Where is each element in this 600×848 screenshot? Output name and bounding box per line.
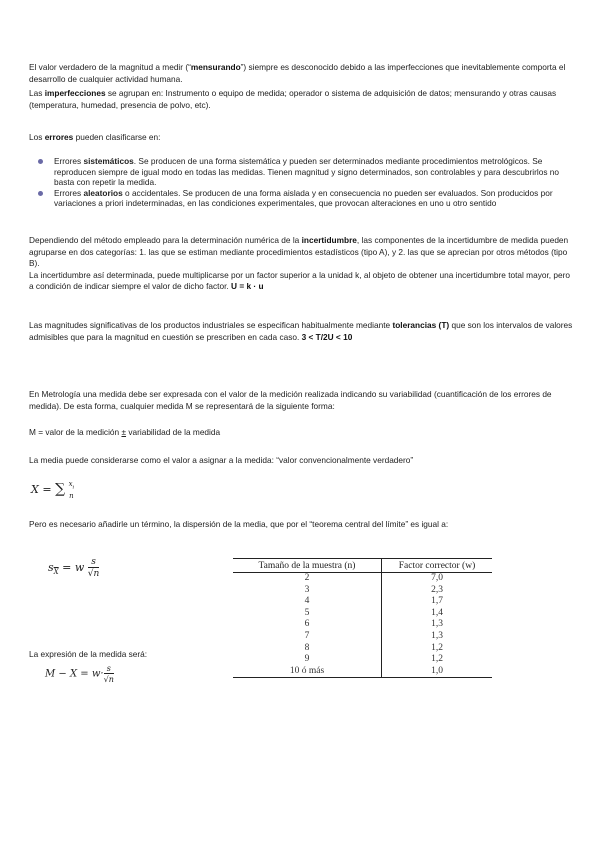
text: o accidentales. Se producen de una forma aislada y en consecuencia no pueden ser evaluados. Son producidos por variaciones a priori indeterminadas, en las condiciones experimentales, que provocan alteraciones en uno u otro sentido [54,187,553,208]
text: . Se producen de una forma sistemática y pueden ser determinados mediante procedimientos metrológicos. Se reproducen siempre de igual modo en todas las medidas. Tienen magnitud y signo determinados, son controlables y para descubrirlos no basta con repetir la medida. [54,156,560,187]
table-cell: 1,7 [431,596,443,607]
list-item [38,156,573,188]
fraction [88,557,100,579]
formula-dispersion [48,557,99,579]
table-cell: 9 [233,654,382,666]
formula-symbol: w· [91,668,104,680]
formula-symbol: = [42,483,52,497]
paragraph-imperfecciones [29,88,574,111]
text: Errores [54,187,84,198]
text: El valor verdadero de la magnitud a medir (“ [29,62,191,72]
formula-symbol: M − X [45,668,78,680]
text: Las [29,88,45,98]
table-row [233,666,492,678]
formula-symbol: w [74,561,85,574]
text: Errores [54,156,84,166]
table-cell: 7,0 [431,573,443,583]
column-header-correction-factor: Factor corrector (w) [382,559,493,573]
table-row [233,585,492,597]
formula-symbol: X [31,483,39,497]
text: , las componentes de la incertidumbre de medida pueden agruparse en dos categorías: 1. las que se estiman mediante procedimientos estadísticos (tipo A), y 2. las que se aprecian por otros métodos (tipo B). [29,235,569,268]
paragraph-errores [29,132,574,144]
table-cell: 7 [233,631,382,643]
paragraph-tolerancias [29,320,574,343]
table-cell: 1,0 [382,666,493,678]
table-cell: 1,2 [431,654,443,665]
table-cell: 10 ó más [233,666,382,678]
table-cell: 5 [233,608,382,620]
paragraph-media: La media puede considerarse como el valor a asignar a la medida: “valor convencionalmente verdadero” [29,455,414,465]
formula-mean [31,480,74,500]
plus-minus-sign: ± [121,427,127,437]
table-cell: 1,3 [431,619,443,630]
formula-symbol: s [91,557,96,567]
term-imperfecciones: imperfecciones [44,88,106,98]
table-header-row [233,559,492,573]
fraction [104,664,114,684]
paragraph-dispersion: Pero es necesario añadirle un término, la dispersión de la media, que por el “teorema central del límite” es igual a: [29,519,449,529]
formula-u: U = k · u [231,281,264,291]
formula-symbol: X [53,568,59,577]
bullet-icon [38,191,43,196]
term-sistematicos: sistemáticos [83,156,134,166]
paragraph-incertidumbre [29,235,574,293]
table-cell: 1,4 [431,607,443,618]
text: variabilidad de la medida [126,427,221,437]
correction-factor-table [233,558,492,678]
bullet-icon [38,159,43,164]
table-row [233,643,492,655]
table-cell: 4 [233,596,382,608]
term-errores: errores [44,132,74,142]
term-mensurando: mensurando [190,62,241,72]
formula-measure [45,664,114,684]
paragraph-expresion: La expresión de la medida será: [29,649,148,659]
text: Dependiendo del método empleado para la determinación numérica de la [29,235,302,245]
text: pueden clasificarse en: [73,132,161,142]
table-row [233,619,492,631]
paragraph-medida-formula [29,427,574,439]
table-cell: 1,3 [431,630,443,641]
sum-symbol: ∑ [55,481,66,498]
formula-symbol: = [80,668,89,680]
text: La incertidumbre así determinada, puede multiplicarse por un factor superior a la unidad k, al objeto de obtener una incertidumbre total mayor, pero a condición de indicar siempre el valor de dicho factor. [29,269,570,291]
formula-symbol: s [48,561,54,574]
formula-symbol: = [62,561,72,574]
fraction [69,480,75,500]
term-tolerancias: tolerancias (T) [392,320,450,330]
table-cell: 2 [233,573,382,585]
table-row [233,654,492,666]
table-cell: 6 [233,619,382,631]
table-cell: 3 [233,585,382,597]
table-row [233,596,492,608]
text: Los [29,132,45,142]
column-header-sample-size: Tamaño de la muestra (n) [233,559,382,573]
formula-symbol: √n [103,675,114,684]
text: Las magnitudes significativas de los productos industriales se especifican habitualmente mediante [29,320,393,330]
table-row [233,631,492,643]
term-incertidumbre: incertidumbre [301,235,357,245]
paragraph-mensurando [29,62,574,85]
table-cell: 2,3 [431,584,443,595]
text: ”) siempre es desconocido debido a las imperfecciones que inevitablemente comporta el desarrollo de cualquier actividad humana. [29,62,566,84]
term-aleatorios: aleatorios [83,187,123,198]
table-cell: 8 [233,643,382,655]
formula-symbol: n [69,492,74,501]
table-row [233,573,492,585]
list-item [38,188,573,209]
formula-symbol: x [68,480,73,488]
text: M = valor de la medición [29,427,122,437]
table-cell: 1,2 [431,642,443,653]
table-row [233,608,492,620]
error-types-list [38,156,573,209]
formula-symbol: s [106,664,111,673]
text: se agrupan en: Instrumento o equipo de medida; operador o sistema de adquisición de datos; mensurando y otras causas (temperatura, humedad, presencia de polvo, etc). [29,88,557,110]
paragraph-metrologia: En Metrología una medida debe ser expresada con el valor de la medición realizada indicando su variabilidad (cuantificación de los errores de medida). De esta forma, cualquier medida M se representará de la siguiente forma: [29,389,552,411]
formula-symbol: √n [87,569,100,579]
formula-tolerance-ratio: 3 < T/2U < 10 [301,331,353,342]
formula-symbol: i [72,484,75,491]
text: que son los intervalos de valores admisibles que para la magnitud en cuestión se prescriben en cada caso. [29,320,573,342]
